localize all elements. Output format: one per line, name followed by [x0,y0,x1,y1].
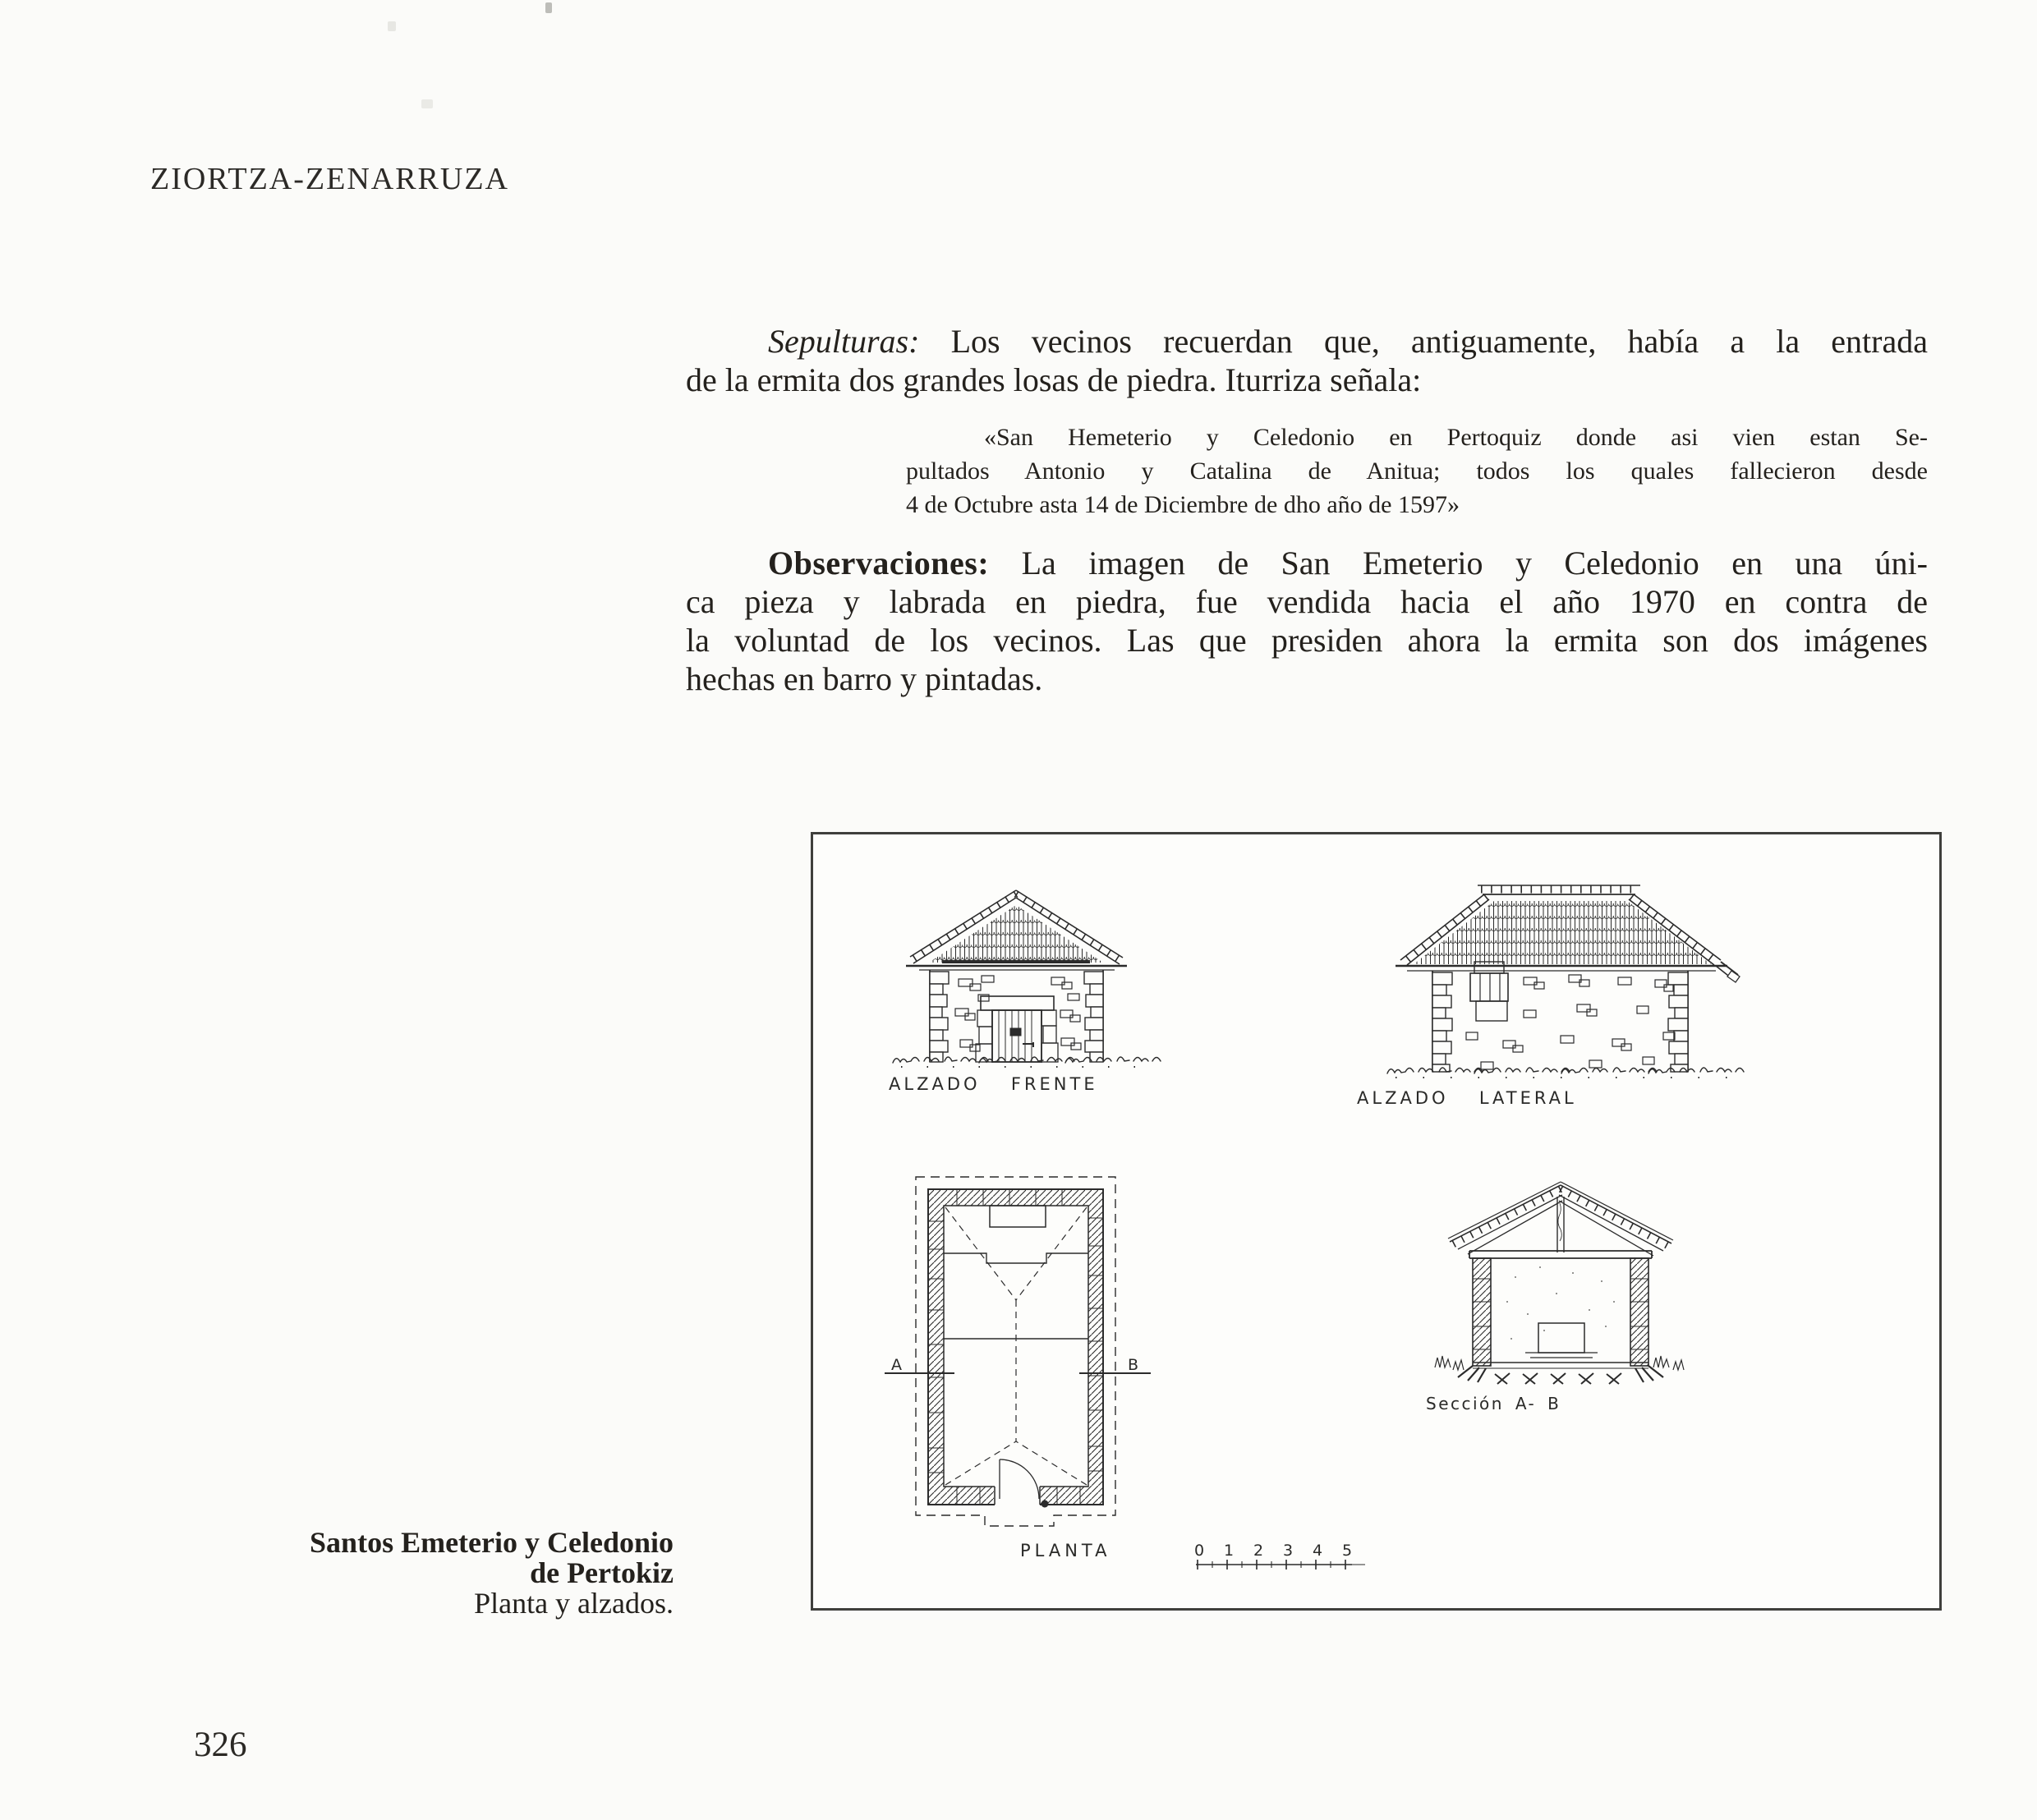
scale-label-1: 1 [1224,1542,1235,1560]
scan-speck [421,99,433,108]
blockquote-iturriza [906,421,1928,522]
scale-ticks [1196,1560,1365,1570]
front-door [976,996,1058,1062]
scan-speck [388,21,396,31]
scale-label-2: 2 [1253,1542,1264,1560]
lateral-roof [1396,885,1740,982]
section-floor [1473,1363,1648,1368]
text-line: Observaciones: La imagen de San Emeterio y Celedonio en una úni- [768,545,1928,581]
scan-speck [545,2,552,13]
text-line: hechas en barro y pintadas. [686,660,1043,697]
text-line: la voluntad de los vecinos. Las que presiden ahora la ermita son dos imágenes [686,622,1928,659]
section-altar [1525,1323,1598,1358]
paragraph-observaciones [686,544,1928,698]
caption-title-line2: de Pertokiz [530,1556,674,1589]
scale-label-3: 3 [1283,1542,1294,1560]
figure-caption [246,1528,674,1619]
text-line: 4 de Octubre asta 14 de Diciembre de dho año de 1597» [906,491,1460,518]
page-number: 326 [194,1726,247,1764]
scale-bar [1189,1544,1378,1572]
label-alzado-lateral: ALZADO LATERAL [1357,1088,1577,1108]
section-interior [1506,1266,1615,1340]
drawing-alzado-frente [899,887,1170,1101]
label-planta: PLANTA [1020,1541,1111,1560]
text-line: Sepulturas: Los vecinos recuerdan que, antiguamente, había a la entrada [768,323,1928,360]
paragraph-sepulturas [686,322,1928,399]
lateral-ground [1387,1068,1744,1078]
paragraph-lead: Sepulturas: [768,323,920,360]
caption-subtitle: Planta y alzados. [474,1587,674,1620]
scale-label-4: 4 [1313,1542,1323,1560]
text-line: «San Hemeterio y Celedonio en Pertoquiz donde asi vien estan Se- [984,424,1928,451]
front-roof [906,890,1127,970]
drawing-planta [875,1170,1162,1560]
section-mark-a: A [891,1356,902,1374]
section-mark-b: B [1128,1356,1139,1374]
lateral-stones [1466,975,1675,1069]
plan-interior [944,1206,1088,1485]
scale-label-5: 5 [1342,1542,1353,1560]
drawing-alzado-lateral [1392,883,1745,1113]
section-walls [1473,1258,1648,1366]
text-line: ca pieza y labrada en piedra, fue vendida hacia el año 1970 en contra de [686,583,1928,620]
label-seccion: Sección A- B [1426,1394,1561,1413]
page-header: ZIORTZA-ZENARRUZA [150,162,509,196]
caption-title-line1: Santos Emeterio y Celedonio [310,1526,674,1559]
drawing-seccion [1433,1179,1688,1400]
scale-label-0: 0 [1194,1542,1205,1560]
text-line: pultados Antonio y Catalina de Anitua; todos los quales fallecieron desde [906,457,1928,485]
paragraph-lead: Observaciones: [768,545,990,581]
front-quoins [930,972,1103,1062]
text-line: de la ermita dos grandes losas de piedra. Iturriza señala: [686,361,1422,398]
section-roof [1448,1182,1673,1258]
label-alzado-frente: ALZADO FRENTE [889,1074,1098,1094]
